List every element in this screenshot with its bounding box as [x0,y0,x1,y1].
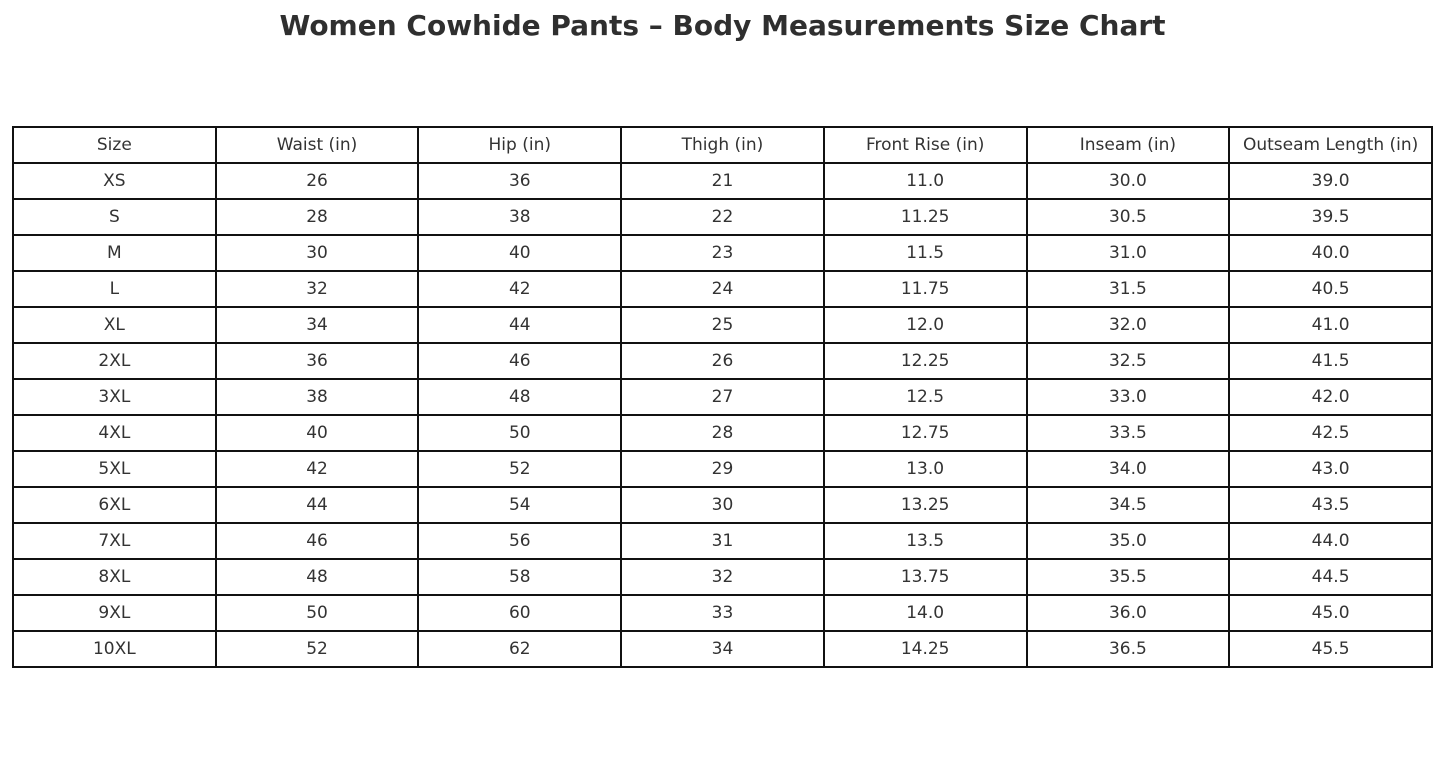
table-cell: 31 [621,523,824,559]
table-cell: 45.5 [1229,631,1432,667]
table-cell: 39.0 [1229,163,1432,199]
table-row [13,487,1432,523]
size-cell: XS [13,163,216,199]
table-cell: 43.5 [1229,487,1432,523]
size-cell: 4XL [13,415,216,451]
table-cell: 29 [621,451,824,487]
table-cell: 11.25 [824,199,1027,235]
table-cell: 13.0 [824,451,1027,487]
table-cell: 46 [216,523,419,559]
size-cell: 10XL [13,631,216,667]
table-row [13,235,1432,271]
table-cell: 32.5 [1027,343,1230,379]
table-row [13,559,1432,595]
table-cell: 38 [216,379,419,415]
size-cell: 5XL [13,451,216,487]
table-cell: 30.0 [1027,163,1230,199]
table-cell: 12.25 [824,343,1027,379]
table-cell: 34 [216,307,419,343]
table-cell: 52 [216,631,419,667]
table-cell: 36.0 [1027,595,1230,631]
table-cell: 36 [418,163,621,199]
table-row [13,595,1432,631]
table-cell: 30 [216,235,419,271]
table-cell: 50 [216,595,419,631]
table-cell: 40.5 [1229,271,1432,307]
table-cell: 32 [621,559,824,595]
table-row [13,343,1432,379]
table-cell: 27 [621,379,824,415]
table-cell: 40 [418,235,621,271]
table-cell: 33.5 [1027,415,1230,451]
table-cell: 56 [418,523,621,559]
size-cell: 8XL [13,559,216,595]
size-cell: 6XL [13,487,216,523]
column-header: Outseam Length (in) [1229,127,1432,163]
table-cell: 12.0 [824,307,1027,343]
table-cell: 44 [216,487,419,523]
table-cell: 48 [418,379,621,415]
table-row [13,163,1432,199]
size-chart-table [12,126,1433,668]
table-cell: 14.0 [824,595,1027,631]
column-header: Front Rise (in) [824,127,1027,163]
table-row [13,379,1432,415]
table-cell: 30.5 [1027,199,1230,235]
size-cell: 9XL [13,595,216,631]
table-cell: 12.5 [824,379,1027,415]
table-cell: 44 [418,307,621,343]
table-cell: 13.5 [824,523,1027,559]
table-row [13,415,1432,451]
size-cell: M [13,235,216,271]
table-cell: 42 [418,271,621,307]
table-row [13,523,1432,559]
table-cell: 40 [216,415,419,451]
table-cell: 24 [621,271,824,307]
table-cell: 23 [621,235,824,271]
column-header: Hip (in) [418,127,621,163]
table-cell: 36 [216,343,419,379]
table-cell: 43.0 [1229,451,1432,487]
table-cell: 14.25 [824,631,1027,667]
table-row [13,271,1432,307]
table-cell: 28 [216,199,419,235]
table-cell: 44.5 [1229,559,1432,595]
table-cell: 26 [621,343,824,379]
table-cell: 33 [621,595,824,631]
table-cell: 35.0 [1027,523,1230,559]
table-cell: 58 [418,559,621,595]
table-cell: 36.5 [1027,631,1230,667]
column-header: Thigh (in) [621,127,824,163]
table-row [13,451,1432,487]
table-cell: 48 [216,559,419,595]
table-cell: 33.0 [1027,379,1230,415]
table-header-row [13,127,1432,163]
table-cell: 60 [418,595,621,631]
table-cell: 34.5 [1027,487,1230,523]
table-row [13,631,1432,667]
table-cell: 22 [621,199,824,235]
table-cell: 42.0 [1229,379,1432,415]
table-cell: 11.5 [824,235,1027,271]
table-cell: 39.5 [1229,199,1432,235]
table-row [13,199,1432,235]
table-cell: 32.0 [1027,307,1230,343]
table-cell: 54 [418,487,621,523]
column-header: Waist (in) [216,127,419,163]
table-cell: 26 [216,163,419,199]
table-cell: 52 [418,451,621,487]
table-cell: 41.5 [1229,343,1432,379]
table-cell: 34.0 [1027,451,1230,487]
table-cell: 35.5 [1027,559,1230,595]
table-row [13,307,1432,343]
table-cell: 42.5 [1229,415,1432,451]
table-cell: 45.0 [1229,595,1432,631]
size-cell: 2XL [13,343,216,379]
table-cell: 42 [216,451,419,487]
table-cell: 25 [621,307,824,343]
size-cell: 7XL [13,523,216,559]
table-cell: 11.75 [824,271,1027,307]
table-cell: 44.0 [1229,523,1432,559]
table-cell: 41.0 [1229,307,1432,343]
table-cell: 31.0 [1027,235,1230,271]
table-cell: 38 [418,199,621,235]
table-cell: 50 [418,415,621,451]
size-cell: 3XL [13,379,216,415]
table-cell: 21 [621,163,824,199]
table-cell: 32 [216,271,419,307]
table-cell: 28 [621,415,824,451]
table-cell: 30 [621,487,824,523]
chart-title: Women Cowhide Pants – Body Measurements Size Chart [279,9,1166,42]
column-header: Size [13,127,216,163]
table-cell: 34 [621,631,824,667]
table-cell: 12.75 [824,415,1027,451]
table-cell: 62 [418,631,621,667]
column-header: Inseam (in) [1027,127,1230,163]
table-body [13,163,1432,667]
size-cell: S [13,199,216,235]
table-cell: 40.0 [1229,235,1432,271]
table-cell: 13.75 [824,559,1027,595]
size-cell: XL [13,307,216,343]
table-cell: 11.0 [824,163,1027,199]
table-cell: 46 [418,343,621,379]
table-cell: 13.25 [824,487,1027,523]
size-cell: L [13,271,216,307]
table-cell: 31.5 [1027,271,1230,307]
